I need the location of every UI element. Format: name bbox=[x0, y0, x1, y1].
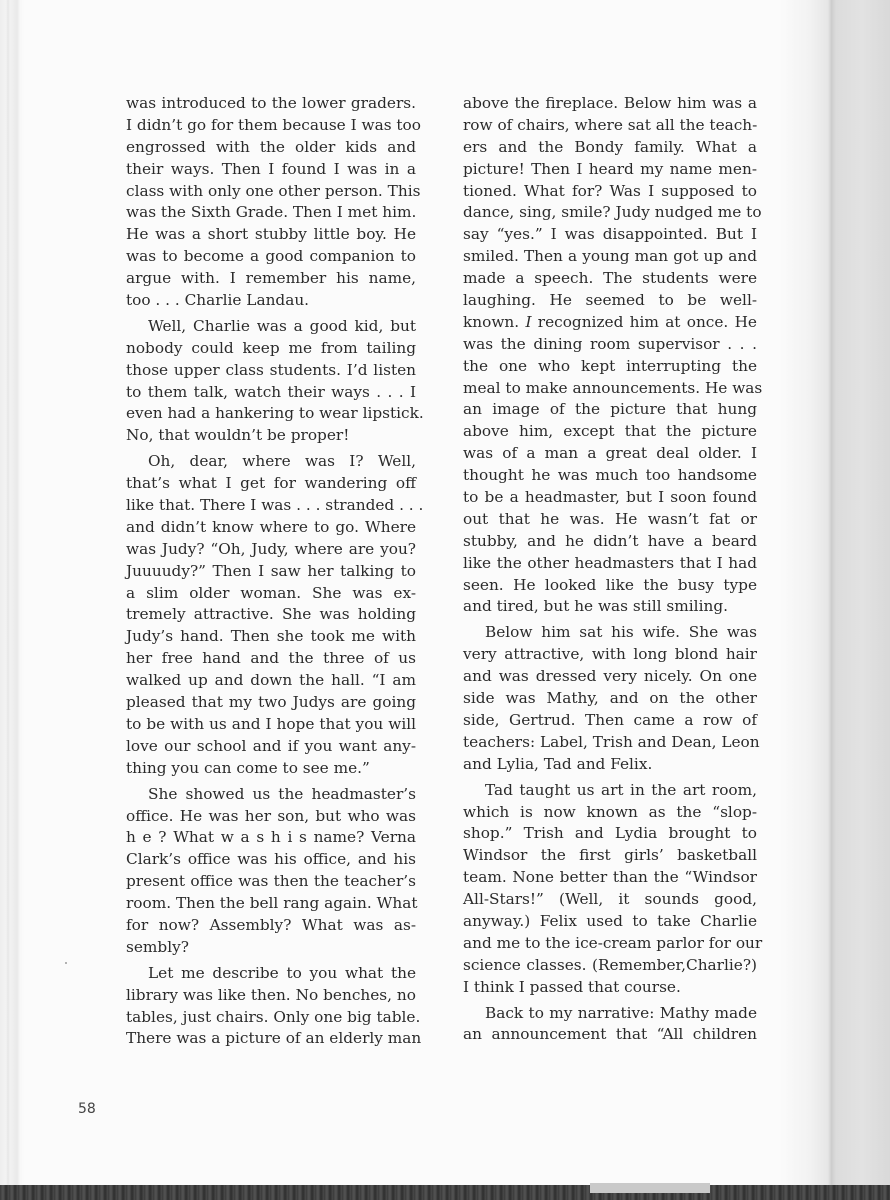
text-line: tioned. What for? Was I supposed to bbox=[463, 181, 757, 200]
text-line: made a speech. The students were bbox=[463, 269, 757, 288]
text-line: known. I recognized him at once. He bbox=[463, 312, 757, 331]
text-line: shop.” Trish and Lydia brought to bbox=[463, 824, 757, 843]
text-line: side, Gertrud. Then came a row of bbox=[463, 710, 757, 729]
text-line: the one who kept interrupting the bbox=[463, 356, 757, 375]
text-line: Below him sat his wife. She was bbox=[485, 623, 757, 642]
text-line: argue with. I remember his name, bbox=[126, 269, 416, 288]
text-line: Oh, dear, where was I? Well, bbox=[148, 452, 416, 471]
text-line: seen. He looked like the busy type bbox=[463, 575, 757, 594]
text-line: engrossed with the older kids and bbox=[126, 137, 416, 156]
text-line: thing you can come to see me.” bbox=[126, 758, 370, 777]
text-line: class with only one other person. This bbox=[126, 181, 421, 200]
text-line: and was dressed very nicely. On one bbox=[463, 667, 757, 686]
text-line: tremely attractive. She was holding bbox=[126, 605, 416, 624]
text-line: say “yes.” I was disappointed. But I bbox=[463, 225, 757, 244]
paragraph bbox=[463, 1003, 757, 1047]
text-line: an image of the picture that hung bbox=[463, 400, 757, 419]
text-line: Clark’s office was his office, and his bbox=[126, 850, 416, 869]
text-line: their ways. Then I found I was in a bbox=[126, 159, 416, 178]
text-line: dance, sing, smile? Judy nudged me to bbox=[463, 203, 762, 222]
text-line: very attractive, with long blond hair bbox=[463, 645, 757, 664]
text-line: love our school and if you want any- bbox=[126, 736, 416, 755]
text-line: was to become a good companion to bbox=[126, 247, 416, 266]
page-edge-left bbox=[0, 0, 24, 1185]
text-line: science classes. (Remember,Charlie?) bbox=[463, 955, 757, 974]
text-line: a slim older woman. She was ex- bbox=[126, 583, 416, 602]
text-line: tables, just chairs. Only one big table. bbox=[126, 1007, 421, 1026]
text-line: I didn’t go for them because I was too bbox=[126, 115, 421, 134]
text-line: and Lylia, Tad and Felix. bbox=[463, 754, 653, 773]
text-line: present office was then the teacher’s bbox=[126, 872, 416, 891]
text-line: laughing. He seemed to be well- bbox=[463, 291, 757, 310]
text-line: He was a short stubby little boy. He bbox=[126, 225, 416, 244]
text-line: was the dining room supervisor . . . bbox=[463, 334, 757, 353]
text-line: and didn’t know where to go. Where bbox=[126, 517, 416, 536]
text-line: was introduced to the lower graders. bbox=[126, 94, 416, 112]
text-line: ers and the Bondy family. What a bbox=[463, 137, 757, 156]
scan-bottom-edge bbox=[0, 1185, 890, 1200]
left-text-column bbox=[126, 93, 424, 1050]
text-line: that’s what I get for wandering off bbox=[126, 474, 416, 493]
text-line: walked up and down the hall. “I am bbox=[126, 671, 416, 690]
text-line: too . . . Charlie Landau. bbox=[126, 291, 310, 310]
text-line: an announcement that “All children bbox=[463, 1025, 757, 1044]
text-line: Back to my narrative: Mathy made bbox=[485, 1003, 757, 1022]
text-line: anyway.) Felix used to take Charlie bbox=[463, 911, 757, 930]
text-line: library was like then. No benches, no bbox=[126, 985, 416, 1004]
paragraph bbox=[126, 93, 421, 312]
text-line: like the other headmasters that I had bbox=[463, 553, 757, 572]
paragraph bbox=[126, 784, 416, 959]
right-text-column bbox=[463, 93, 763, 1046]
text-line: and tired, but he was still smiling. bbox=[463, 597, 728, 616]
paragraph bbox=[126, 963, 422, 1051]
text-line: Juuuudy?” Then I saw her talking to bbox=[126, 561, 416, 580]
paragraph bbox=[126, 316, 424, 447]
text-line: above the fireplace. Below him was a bbox=[463, 94, 757, 112]
text-line: Windsor the first girls’ basketball bbox=[463, 846, 757, 865]
text-line: sembly? bbox=[126, 937, 189, 956]
text-line: pleased that my two Judys are going bbox=[126, 693, 416, 712]
text-line: even had a hankering to wear lipstick. bbox=[126, 404, 424, 423]
scan-speck bbox=[65, 962, 67, 964]
text-line: her free hand and the three of us bbox=[126, 649, 416, 668]
text-line: She showed us the headmaster’s bbox=[148, 784, 416, 803]
text-line: No, that wouldn’t be proper! bbox=[126, 426, 350, 445]
text-line: to be a headmaster, but I soon found bbox=[463, 488, 757, 507]
paragraph bbox=[126, 451, 424, 779]
text-line: was Judy? “Oh, Judy, where are you? bbox=[126, 539, 416, 558]
facing-page-edge bbox=[832, 0, 890, 1185]
text-line: side was Mathy, and on the other bbox=[463, 689, 757, 708]
text-line: I think I passed that course. bbox=[463, 977, 681, 996]
text-line: for now? Assembly? What was as- bbox=[126, 915, 416, 934]
text-line: like that. There I was . . . stranded . . . bbox=[126, 496, 424, 515]
page-number: 58 bbox=[78, 1101, 96, 1117]
paragraph bbox=[463, 780, 763, 999]
scan-bottom-edge-light bbox=[590, 1183, 710, 1193]
text-line: row of chairs, where sat all the teach- bbox=[463, 115, 758, 134]
text-line: Judy’s hand. Then she took me with bbox=[126, 627, 416, 646]
emphasis: I bbox=[525, 312, 532, 331]
text-line: room. Then the bell rang again. What bbox=[126, 894, 418, 913]
text-line: team. None better than the “Windsor bbox=[463, 868, 757, 887]
text-line: meal to make announcements. He was bbox=[463, 378, 763, 397]
text-line: All-Stars!” (Well, it sounds good, bbox=[463, 890, 757, 909]
text-line: Tad taught us art in the art room, bbox=[485, 780, 757, 799]
text-line: Let me describe to you what the bbox=[148, 963, 416, 982]
text-line: h e ? What w a s h i s name? Verna bbox=[126, 828, 416, 847]
text-line: out that he was. He wasn’t fat or bbox=[463, 509, 757, 528]
text-line: Well, Charlie was a good kid, but bbox=[148, 316, 416, 335]
text-line: thought he was much too handsome bbox=[463, 466, 757, 485]
text-line: above him, except that the picture bbox=[463, 422, 757, 441]
text-line: teachers: Label, Trish and Dean, Leon bbox=[463, 732, 760, 751]
text-line: and me to the ice-cream parlor for our bbox=[463, 933, 763, 952]
text-line: smiled. Then a young man got up and bbox=[463, 247, 757, 266]
text-line: to them talk, watch their ways . . . I bbox=[126, 382, 416, 401]
text-line: those upper class students. I’d listen bbox=[126, 360, 416, 379]
text-line: office. He was her son, but who was bbox=[126, 806, 416, 825]
text-line: was the Sixth Grade. Then I met him. bbox=[126, 203, 417, 222]
text-line: picture! Then I heard my name men- bbox=[463, 159, 757, 178]
text-line: which is now known as the “slop- bbox=[463, 802, 757, 821]
paragraph bbox=[463, 93, 763, 618]
text-line: There was a picture of an elderly man bbox=[126, 1029, 422, 1048]
text-line: to be with us and I hope that you will bbox=[126, 714, 416, 733]
text-line: stubby, and he didn’t have a beard bbox=[463, 531, 757, 550]
text-line: nobody could keep me from tailing bbox=[126, 338, 416, 357]
paragraph bbox=[463, 622, 760, 775]
text-line: was of a man a great deal older. I bbox=[463, 444, 757, 463]
